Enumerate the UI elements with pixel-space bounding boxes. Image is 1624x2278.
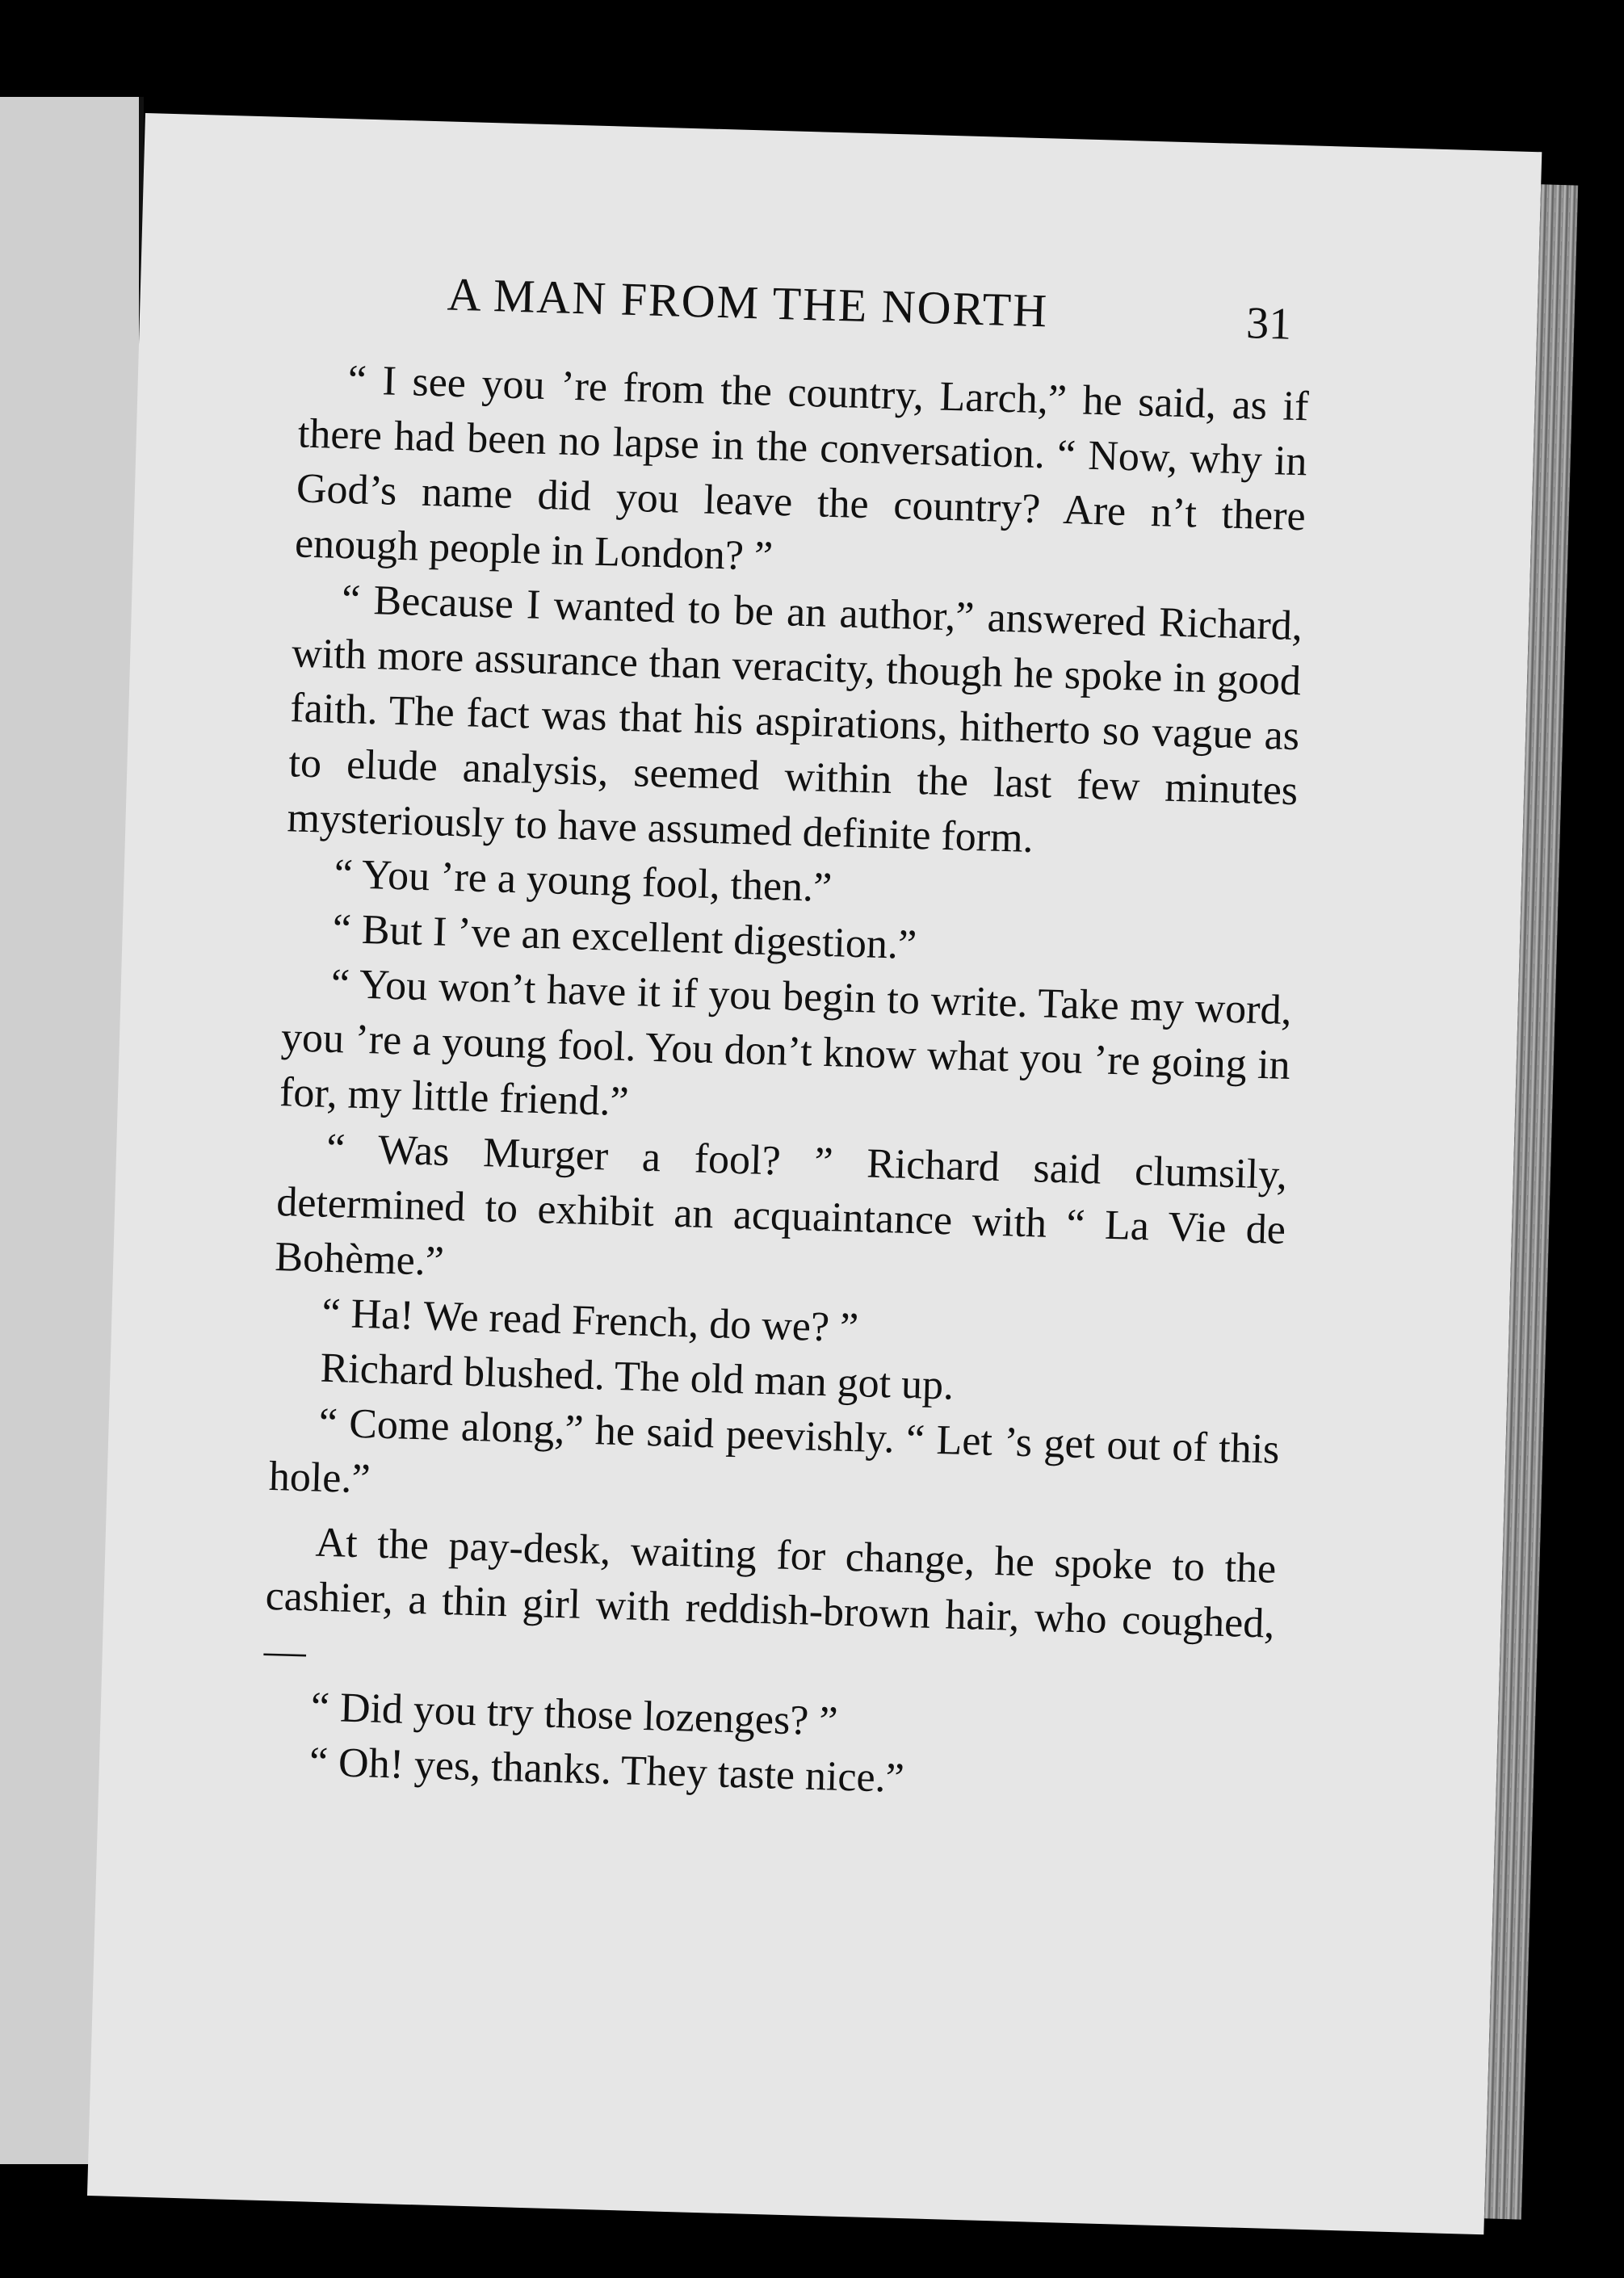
body-text (260, 351, 1309, 1816)
paragraph: “ Oh! yes, thanks. They taste nice.” (308, 1739, 905, 1802)
paragraph: “ Come along,” he said peevishly. “ Let ’s get out of this hole.” (268, 1399, 1281, 1503)
book-page (87, 113, 1542, 2234)
paragraph: “ But I ’ve an excellent digestion.” (332, 905, 917, 969)
paragraph: “ Because I wanted to be an author,” answered Richard, with more assurance than veracity, though he spoke in good faith. The fact was that his aspirations, hitherto so vague as to elude analysis, seemed within the last few minutes mysteriously to have assumed definite form. (286, 577, 1303, 862)
paragraph: At the pay-desk, waiting for change, he spoke to the cashier, a thin girl with reddish-brown hair, who coughed,— (263, 1519, 1277, 1676)
page-fore-edge (1484, 184, 1578, 2219)
paragraph: Richard blushed. The old man got up. (319, 1345, 955, 1409)
paragraph: “ You ’re a young fool, then.” (333, 850, 833, 912)
paragraph: “ You won’t have it if you begin to write. Take my word, you ’re a young fool. You don’t know what you ’re going in for, my little friend.” (279, 960, 1293, 1126)
paragraph: “ Did you try those lozenges? ” (310, 1684, 839, 1745)
paragraph: “ Ha! We read French, do we? ” (321, 1290, 859, 1352)
paragraph: “ Was Murger a fool? ” Richard said clumsily, determined to exhibit an acquaintance with “ La Vie de Bohème.” (274, 1125, 1288, 1285)
running-head: A MAN FROM THE NORTH (446, 267, 1049, 338)
page-number: 31 (1245, 298, 1293, 350)
paragraph: “ I see you ’re from the country, Larch,” he said, as if there had been no lapse in the conversation. “ Now, why in God’s name did you leave the country? Are n’t there enough people in London? ” (294, 357, 1310, 580)
